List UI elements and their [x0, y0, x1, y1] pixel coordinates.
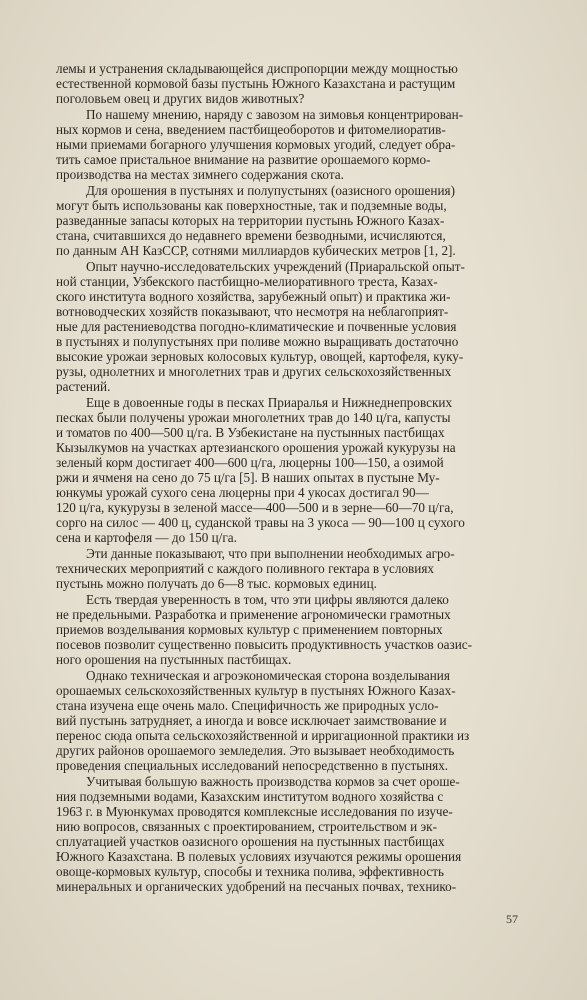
text-line: Эти данные показывают, что при выполнении необходимых агро-	[86, 546, 455, 561]
text-line: Для орошения в пустынях и полупустынях (оазисного орошения)	[86, 183, 455, 198]
text-line: технических мероприятий с каждого поливного гектара в условиях	[56, 561, 434, 576]
text-line: песках были получены урожаи многолетних трав до 140 ц/га, капусты	[56, 410, 451, 425]
text-line: вотноводческих хозяйств показывают, что несмотря на неблагоприят-	[56, 304, 449, 319]
paragraph	[56, 592, 528, 667]
text-line: посевов позволит существенно повысить продуктивность участков оазис-	[56, 637, 473, 652]
text-line: Однако техническая и агроэкономическая сторона возделывания	[86, 668, 450, 683]
text-line: Учитывая большую важность производства кормов за счет ороше-	[86, 774, 460, 789]
text-line: сплуатацией участков оазисного орошения на пустынных пастбищах	[56, 834, 445, 849]
text-line: естественной кормовой базы пустынь Южного Казахстана и растущим	[56, 76, 456, 91]
text-line: сорго на силос — 400 ц, суданской травы на 3 укоса — 90—100 ц сухого	[56, 515, 465, 530]
text-line: пустынь можно получать до 6—8 тыс. кормовых единиц.	[56, 576, 377, 591]
text-line: ния подземными водами, Казахским институтом водного хозяйства с	[56, 789, 444, 804]
text-line: разведанные запасы которых на территории пустынь Южного Казах-	[56, 213, 445, 228]
text-line: По нашему мнению, наряду с завозом на зимовья концентрирован-	[86, 107, 464, 122]
text-line: поголовьем овец и других видов животных?	[56, 91, 305, 106]
text-line: орошаемых сельскохозяйственных культур в пустынях Южного Казах-	[56, 683, 456, 698]
text-line: высокие урожаи зерновых колосовых культур, овощей, картофеля, куку-	[56, 349, 464, 364]
text-line: сена и картофеля — до 150 ц/га.	[56, 530, 237, 545]
text-line: ных кормов и сена, введением пастбищеоборотов и фитомелиоратив-	[56, 122, 446, 137]
paragraph	[56, 668, 528, 773]
text-line: растений.	[56, 379, 111, 394]
paragraph	[56, 61, 528, 106]
text-line: Южного Казахстана. В полевых условиях изучаются режимы орошения	[56, 849, 462, 864]
text-line: стана, считавшихся до недавнего времени безводными, исчисляются,	[56, 228, 446, 243]
text-line: тить самое пристальное внимание на развитие орошаемого кормо-	[56, 152, 431, 167]
text-line: Есть твердая уверенность в том, что эти цифры являются далеко	[86, 592, 449, 607]
paragraph	[56, 259, 528, 394]
text-line: Опыт научно-исследовательских учреждений (Приаральской опыт-	[86, 259, 465, 274]
text-line: могут быть использованы как поверхностные, так и подземные воды,	[56, 198, 447, 213]
text-line: ского института водного хозяйства, зарубежный опыт) и практика жи-	[56, 289, 451, 304]
text-line: ного орошения на пустынных пастбищах.	[56, 652, 292, 667]
text-line: перенос сюда опыта сельскохозяйственной и ирригационной практики из	[56, 728, 470, 743]
text-line: приемов возделывания кормовых культур с применением повторных	[56, 622, 443, 637]
text-line: лемы и устранения складывающейся диспропорции между мощностью	[56, 61, 458, 76]
paragraph	[56, 774, 528, 894]
text-line: зеленый корм достигает 400—600 ц/га, люцерны 100—150, а озимой	[56, 455, 444, 470]
text-line: минеральных и органических удобрений на песчаных почвах, технико-	[56, 879, 457, 894]
text-line: юнкумы урожай сухого сена люцерны при 4 укосах достигал 90—	[56, 485, 429, 500]
text-line: овоще-кормовых культур, способы и техника полива, эффективность	[56, 864, 445, 879]
text-line: проведения специальных исследований непосредственно в пустынях.	[56, 758, 449, 773]
paragraph	[56, 107, 528, 182]
text-line: 120 ц/га, кукурузы в зеленой массе—400—500 и в зерне—60—70 ц/га,	[56, 500, 454, 515]
text-line: ржи и ячменя на сено до 75 ц/га [5]. В наших опытах в пустыне Му-	[56, 470, 440, 485]
text-line: других районов орошаемого земледелия. Это вызывает необходимость	[56, 743, 455, 758]
text-line: Кызылкумов на участках артезианского орошения урожай кукурузы на	[56, 440, 456, 455]
paragraph	[56, 183, 528, 258]
body-text	[56, 61, 528, 895]
text-line: ной станции, Узбекского пастбищно-мелиоративного треста, Казах-	[56, 274, 438, 289]
text-line: ные для растениеводства погодно-климатические и почвенные условия	[56, 319, 457, 334]
text-line: Еще в довоенные годы в песках Приаралья и Нижнеднепровских	[86, 395, 453, 410]
paragraph	[56, 546, 528, 591]
page-number: 57	[506, 912, 518, 926]
text-line: ными приемами богарного улучшения кормовых угодий, следует обра-	[56, 137, 456, 152]
text-line: 1963 г. в Муюнкумах проводятся комплексные исследования по изуче-	[56, 804, 453, 819]
paragraph	[56, 395, 528, 545]
text-line: нию вопросов, связанных с проектированием, строительством и эк-	[56, 819, 437, 834]
text-line: вий пустынь затрудняет, а иногда и вовсе исключает заимствование и	[56, 713, 447, 728]
text-line: и томатов по 400—500 ц/га. В Узбекистане на пустынных пастбищах	[56, 425, 445, 440]
text-line: производства на местах зимнего содержания скота.	[56, 167, 344, 182]
text-line: по данным АН КазССР, сотнями миллиардов кубических метров [1, 2].	[56, 243, 456, 258]
text-line: стана изучена еще очень мало. Специфичность же природных усло-	[56, 698, 439, 713]
text-line: не предельными. Разработка и применение агрономически грамотных	[56, 607, 451, 622]
text-line: рузы, однолетних и многолетних трав и других сельскохозяйственных	[56, 364, 452, 379]
text-line: в пустынях и полупустынях при поливе можно выращивать достаточно	[56, 334, 459, 349]
